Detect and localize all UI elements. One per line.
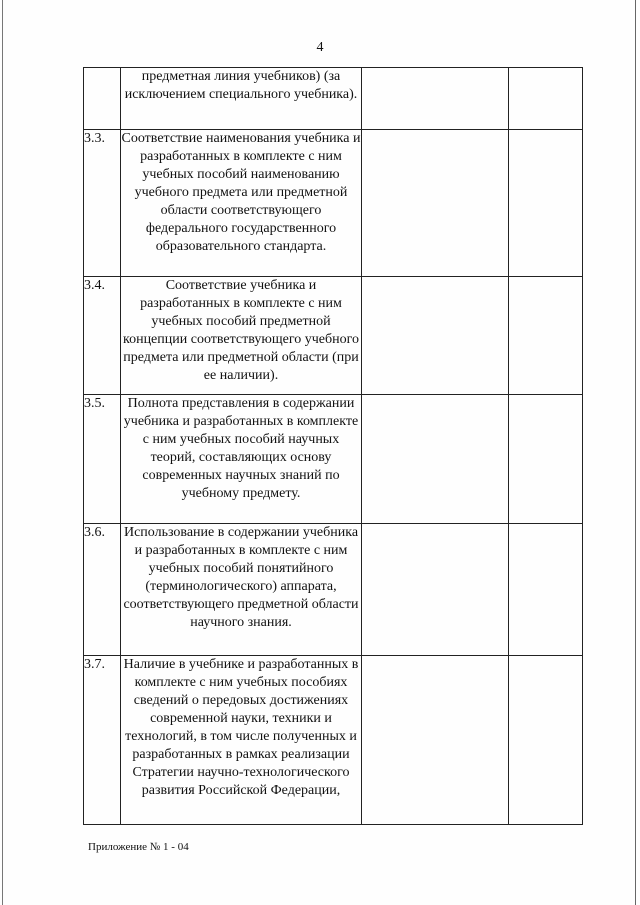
empty-cell bbox=[362, 395, 509, 524]
empty-cell bbox=[509, 277, 583, 395]
table-row bbox=[84, 68, 583, 130]
empty-cell bbox=[509, 395, 583, 524]
table-row bbox=[84, 656, 583, 825]
row-number: 3.3. bbox=[84, 130, 121, 277]
empty-cell bbox=[509, 130, 583, 277]
empty-cell bbox=[509, 68, 583, 130]
row-number bbox=[84, 68, 121, 130]
footer-appendix-label: Приложение № 1 - 04 bbox=[88, 841, 189, 853]
criterion-text: Наличие в учебнике и разработанных в комплекте с ним учебных пособиях сведений о передовых достижениях современной науки, техники и технологий, в том числе полученных и разработанных в рамках реализации Стратегии научно-технологического развития Российской Федерации, bbox=[121, 656, 362, 825]
page-number: 4 bbox=[316, 40, 324, 55]
empty-cell bbox=[509, 524, 583, 656]
criterion-text: предметная линия учебников) (за исключением специального учебника). bbox=[121, 68, 362, 130]
empty-cell bbox=[362, 68, 509, 130]
table-row bbox=[84, 524, 583, 656]
empty-cell bbox=[362, 524, 509, 656]
row-number: 3.6. bbox=[84, 524, 121, 656]
empty-cell bbox=[362, 656, 509, 825]
criterion-text: Соответствие учебника и разработанных в комплекте с ним учебных пособий предметной концепции соответствующего учебного предмета или предметной области (при ее наличии). bbox=[121, 277, 362, 395]
row-number: 3.5. bbox=[84, 395, 121, 524]
criterion-text: Использование в содержании учебника и разработанных в комплекте с ним учебных пособий понятийного (терминологического) аппарата, соответствующего предметной области научного знания. bbox=[121, 524, 362, 656]
empty-cell bbox=[362, 130, 509, 277]
table-row bbox=[84, 395, 583, 524]
empty-cell bbox=[362, 277, 509, 395]
criterion-text: Полнота представления в содержании учебника и разработанных в комплекте с ним учебных пособий научных теорий, составляющих основу современных научных знаний по учебному предмету. bbox=[121, 395, 362, 524]
empty-cell bbox=[509, 656, 583, 825]
scan-edge-right bbox=[635, 0, 636, 905]
table-row bbox=[84, 130, 583, 277]
row-number: 3.7. bbox=[84, 656, 121, 825]
criteria-table bbox=[83, 67, 583, 825]
row-number: 3.4. bbox=[84, 277, 121, 395]
criterion-text: Соответствие наименования учебника и разработанных в комплекте с ним учебных пособий наименованию учебного предмета или предметной области соответствующего федерального государственного образовательного стандарта. bbox=[121, 130, 362, 277]
scan-edge-left bbox=[2, 0, 3, 905]
table-row bbox=[84, 277, 583, 395]
